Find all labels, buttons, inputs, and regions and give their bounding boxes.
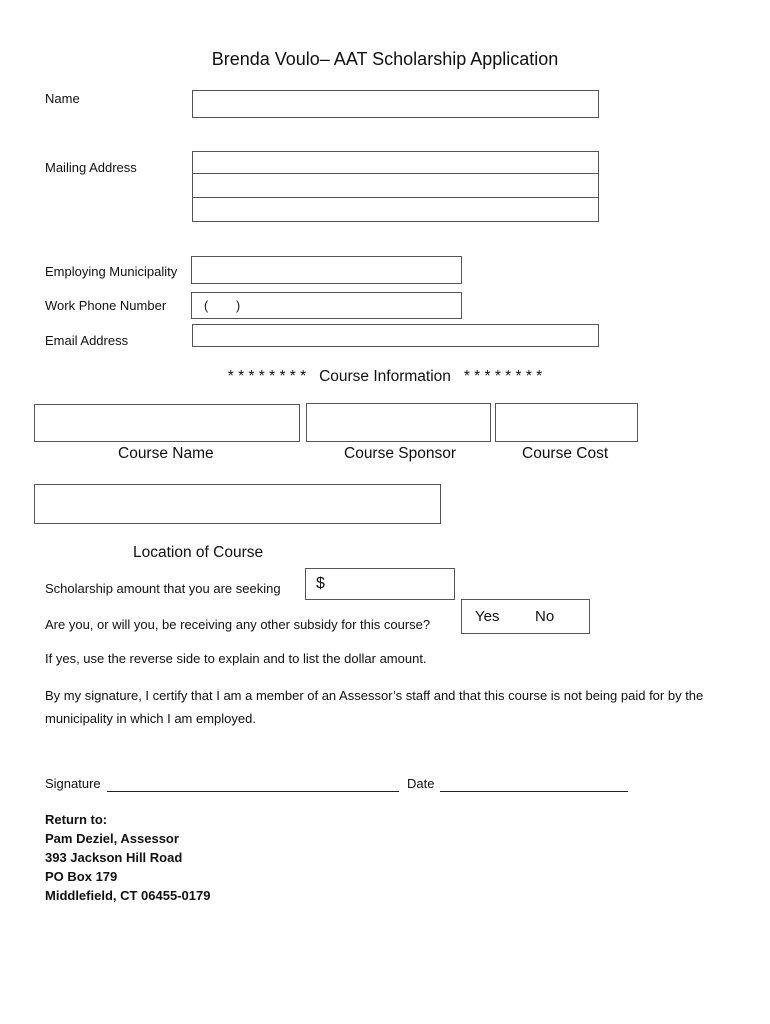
scholarship-amount-field[interactable] <box>305 568 455 600</box>
work-phone-field[interactable] <box>191 292 462 319</box>
name-label: Name <box>45 91 80 106</box>
email-field[interactable] <box>192 324 599 347</box>
course-cost-label: Course Cost <box>522 445 609 462</box>
date-line[interactable] <box>440 778 628 792</box>
course-name-label: Course Name <box>118 445 214 462</box>
certification-text: By my signature, I certify that I am a member of an Assessor’s staff and that this course is not being paid for by the municipality in which I am employed. <box>45 688 704 726</box>
return-to-heading: Return to: <box>45 812 108 827</box>
course-cost-field[interactable] <box>495 403 638 442</box>
mailing-address-label: Mailing Address <box>45 160 137 175</box>
return-to-line: Pam Deziel, Assessor <box>45 831 179 846</box>
return-to-line: 393 Jackson Hill Road <box>45 850 183 865</box>
form-title: Brenda Voulo– AAT Scholarship Application <box>211 49 559 69</box>
work-phone-label: Work Phone Number <box>45 298 167 313</box>
subsidy-note: If yes, use the reverse side to explain and to list the dollar amount. <box>45 651 427 666</box>
course-sponsor-label: Course Sponsor <box>344 445 457 462</box>
course-sponsor-field[interactable] <box>306 403 491 442</box>
mailing-address-line-1[interactable] <box>192 151 599 175</box>
course-name-field[interactable] <box>34 404 300 442</box>
location-label: Location of Course <box>133 544 264 561</box>
signature-label: Signature <box>45 776 101 791</box>
return-to-line: PO Box 179 <box>45 869 118 884</box>
location-field[interactable] <box>34 484 441 524</box>
subsidy-yes-no-box <box>461 599 590 634</box>
employing-municipality-field[interactable] <box>191 256 462 284</box>
mailing-address-line-3[interactable] <box>192 197 599 222</box>
date-label: Date <box>407 776 435 791</box>
email-label: Email Address <box>45 333 129 348</box>
return-to-line: Middlefield, CT 06455-0179 <box>45 888 211 903</box>
mailing-address-line-2[interactable] <box>192 173 599 198</box>
signature-line[interactable] <box>107 778 399 792</box>
phone-area-code-parens: ( ) <box>204 299 241 313</box>
subsidy-yes-option[interactable]: Yes <box>475 608 500 625</box>
subsidy-no-option[interactable]: No <box>535 608 555 625</box>
dollar-sign: $ <box>316 575 325 592</box>
course-information-header: * * * * * * * * Course Information * * * * * * * * <box>227 368 543 385</box>
return-to-block <box>45 810 210 905</box>
scholarship-amount-label: Scholarship amount that you are seeking <box>45 581 281 596</box>
name-field[interactable] <box>192 90 599 118</box>
employing-municipality-label: Employing Municipality <box>45 264 178 279</box>
subsidy-question-label: Are you, or will you, be receiving any other subsidy for this course? <box>45 617 431 632</box>
